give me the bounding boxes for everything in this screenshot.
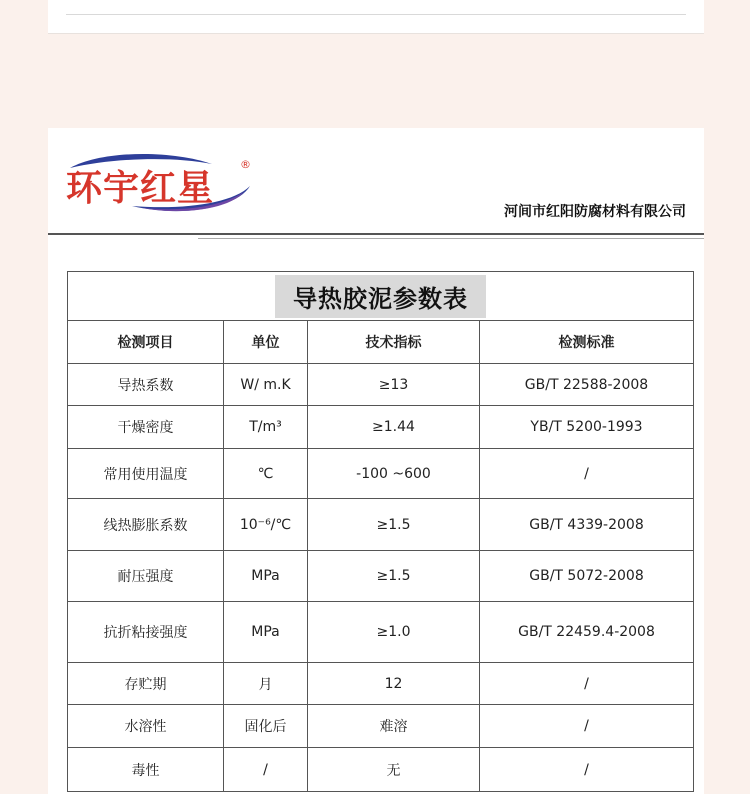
cell-spec: ≥1.0: [308, 602, 480, 663]
company-name: 河间市红阳防腐材料有限公司: [504, 204, 686, 220]
table-title-row: [68, 272, 694, 321]
col-header-unit: 单位: [224, 321, 308, 364]
cell-unit: MPa: [224, 602, 308, 663]
cell-item: 常用使用温度: [68, 449, 224, 499]
previous-section-card: [48, 0, 704, 34]
svg-text:环宇红星: 环宇红星: [66, 168, 215, 209]
header-rule-thin: [198, 238, 704, 239]
svg-text:®: ®: [240, 158, 251, 171]
parameter-table: [67, 271, 694, 792]
col-header-item: 检测项目: [68, 321, 224, 364]
table-row: [68, 663, 694, 705]
cell-unit: 10⁻⁶/℃: [224, 499, 308, 551]
cell-spec: 难溶: [308, 705, 480, 748]
table-title: 导热胶泥参数表: [275, 275, 486, 318]
cell-item: 导热系数: [68, 364, 224, 406]
cell-spec: 12: [308, 663, 480, 705]
cell-item: 干燥密度: [68, 406, 224, 449]
cell-unit: 月: [224, 663, 308, 705]
cell-item: 线热膨胀系数: [68, 499, 224, 551]
cell-standard: GB/T 5072-2008: [480, 551, 694, 602]
cell-item: 毒性: [68, 748, 224, 792]
cell-standard: GB/T 4339-2008: [480, 499, 694, 551]
col-header-standard: 检测标准: [480, 321, 694, 364]
divider: [66, 14, 686, 15]
cell-standard: GB/T 22459.4-2008: [480, 602, 694, 663]
cell-standard: GB/T 22588-2008: [480, 364, 694, 406]
cell-spec: ≥1.44: [308, 406, 480, 449]
cell-spec: 无: [308, 748, 480, 792]
cell-unit: W/ m.K: [224, 364, 308, 406]
cell-unit: 固化后: [224, 705, 308, 748]
table-row: [68, 748, 694, 792]
cell-item: 抗折粘接强度: [68, 602, 224, 663]
header-rule: [48, 233, 704, 235]
cell-unit: /: [224, 748, 308, 792]
cell-spec: ≥13: [308, 364, 480, 406]
cell-spec: ≥1.5: [308, 499, 480, 551]
cell-standard: YB/T 5200-1993: [480, 406, 694, 449]
table-row: [68, 499, 694, 551]
table-row: [68, 551, 694, 602]
table-header-row: [68, 321, 694, 364]
parameter-sheet: [48, 128, 704, 794]
cell-item: 耐压强度: [68, 551, 224, 602]
table-row: [68, 705, 694, 748]
cell-spec: -100 ~600: [308, 449, 480, 499]
brand-logo: [62, 146, 262, 218]
cell-item: 存贮期: [68, 663, 224, 705]
cell-spec: ≥1.5: [308, 551, 480, 602]
cell-standard: /: [480, 449, 694, 499]
cell-standard: /: [480, 705, 694, 748]
cell-standard: /: [480, 663, 694, 705]
col-header-spec: 技术指标: [308, 321, 480, 364]
cell-item: 水溶性: [68, 705, 224, 748]
table-row: [68, 602, 694, 663]
table-row: [68, 364, 694, 406]
cell-unit: T/m³: [224, 406, 308, 449]
table-row: [68, 406, 694, 449]
cell-standard: /: [480, 748, 694, 792]
table-row: [68, 449, 694, 499]
cell-unit: MPa: [224, 551, 308, 602]
cell-unit: ℃: [224, 449, 308, 499]
